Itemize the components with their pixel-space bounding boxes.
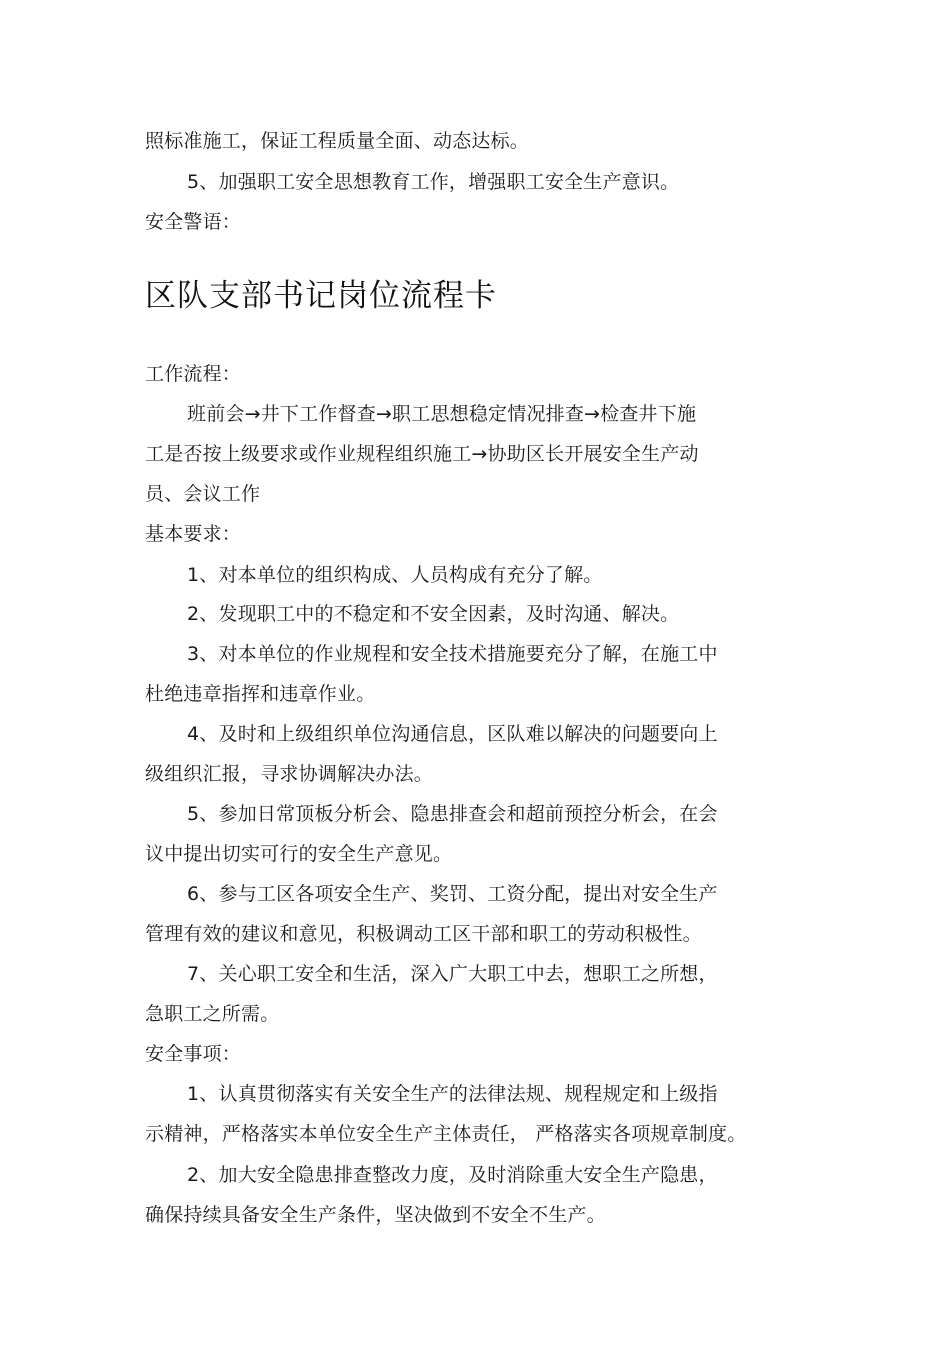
section-label-safety-items: 安全事项： [145,1043,242,1065]
list-item: 5、加强职工安全思想教育工作，增强职工安全生产意识。 [187,171,680,193]
workflow-line: 工是否按上级要求或作业规程组织施工→协助区长开展安全生产动 [145,443,699,465]
list-item-continuation: 示精神，严格落实本单位安全生产主体责任， 严格落实各项规章制度。 [145,1123,747,1145]
list-item-continuation: 议中提出切实可行的安全生产意见。 [145,843,453,865]
section-label-basic-requirements: 基本要求： [145,523,242,545]
list-item: 2、加大安全隐患排查整改力度，及时消除重大安全生产隐患， [187,1164,718,1186]
list-item: 6、参与工区各项安全生产、奖罚、工资分配，提出对安全生产 [187,883,718,905]
list-item: 7、关心职工安全和生活，深入广大职工中去，想职工之所想， [187,963,718,985]
list-item: 1、对本单位的组织构成、人员构成有充分了解。 [187,564,603,586]
list-item-continuation: 确保持续具备安全生产条件，坚决做到不安全不生产。 [145,1204,606,1226]
list-item-continuation: 杜绝违章指挥和违章作业。 [145,683,376,705]
list-item-continuation: 急职工之所需。 [145,1003,280,1025]
list-item: 4、及时和上级组织单位沟通信息，区队难以解决的问题要向上 [187,723,718,745]
section-label-safety-slogan: 安全警语： [145,211,242,233]
list-item: 5、参加日常顶板分析会、隐患排查会和超前预控分析会，在会 [187,803,718,825]
page-title: 区队支部书记岗位流程卡 [145,278,497,314]
workflow-line: 班前会→井下工作督查→职工思想稳定情况排查→检查井下施 [187,403,697,425]
section-label-workflow: 工作流程： [145,363,242,385]
paragraph-continuation: 照标准施工，保证工程质量全面、动态达标。 [145,130,530,152]
list-item: 1、认真贯彻落实有关安全生产的法律法规、规程规定和上级指 [187,1083,718,1105]
list-item: 3、对本单位的作业规程和安全技术措施要充分了解，在施工中 [187,643,718,665]
list-item-continuation: 管理有效的建议和意见，积极调动工区干部和职工的劳动积极性。 [145,923,702,945]
workflow-line: 员、会议工作 [145,483,261,505]
list-item: 2、发现职工中的不稳定和不安全因素，及时沟通、解决。 [187,603,680,625]
list-item-continuation: 级组织汇报，寻求协调解决办法。 [145,763,434,785]
